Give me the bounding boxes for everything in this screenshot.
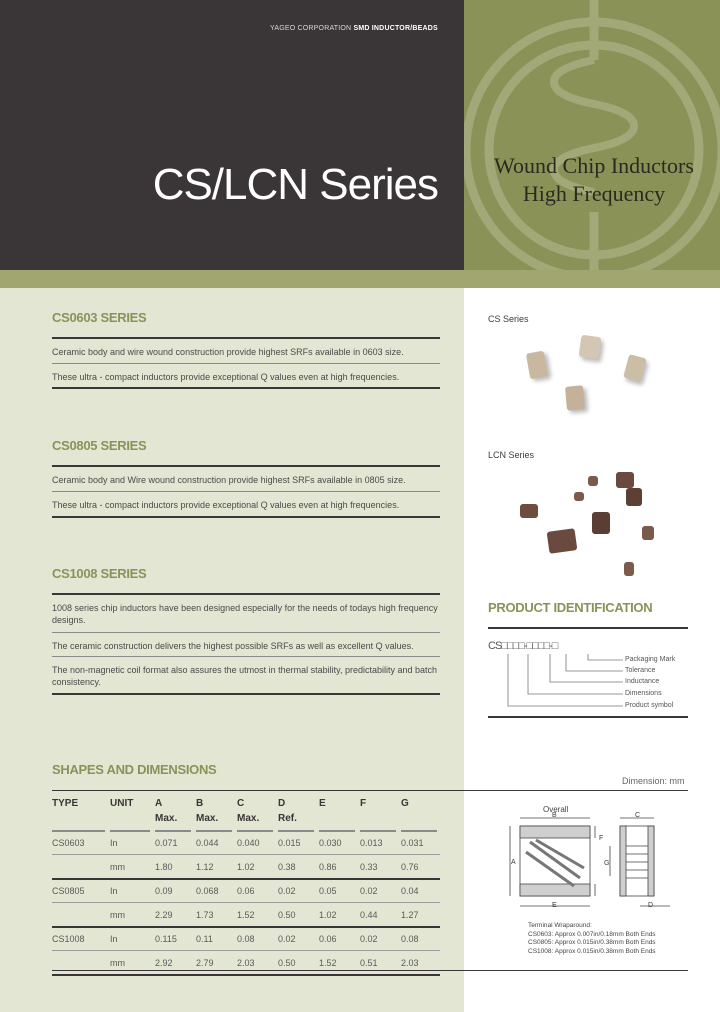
table-cell: 1.12 [196, 862, 214, 872]
dim-letter-c: C [635, 812, 641, 819]
table-row-divider [52, 950, 440, 951]
product-id-title: PRODUCT IDENTIFICATION [488, 600, 653, 615]
subtitle-line-2: High Frequency [522, 181, 666, 206]
table-header: E [319, 798, 326, 809]
table-cell: 0.02 [278, 886, 296, 896]
pid-label-dimensions: Dimensions [625, 690, 662, 697]
divider [52, 656, 440, 657]
table-header: UNIT [110, 798, 134, 809]
table-cell: 0.030 [319, 838, 342, 848]
dimension-diagram [500, 812, 690, 922]
table-header-underline [401, 830, 437, 832]
note-line: CS0603: Approx 0.007in/0.18mm Both Ends [528, 930, 656, 938]
note-line: CS0805: Approx 0.015in/0.38mm Both Ends [528, 939, 656, 946]
table-header: A [155, 798, 163, 809]
pid-label-product-symbol: Product symbol [625, 702, 674, 709]
pid-label-tolerance: Tolerance [625, 667, 656, 674]
table-header: D [278, 798, 286, 809]
shapes-dimensions-title: SHAPES AND DIMENSIONS [52, 762, 217, 777]
product-code: CS□□□□-□□□□-□ [488, 640, 558, 652]
table-cell: 0.09 [155, 886, 173, 896]
table-header: TYPE [52, 798, 79, 809]
table-header-underline [319, 830, 355, 832]
table-header-sub: Max. [237, 813, 260, 824]
subtitle-line-1: Wound Chip Inductors [494, 153, 694, 178]
divider [52, 387, 440, 389]
table-cell: 2.79 [196, 958, 214, 968]
divider [52, 593, 440, 595]
note-line: CS1008: Approx 0.015in/0.38mm Both Ends [528, 947, 656, 955]
table-row-divider [52, 902, 440, 903]
table-cell: 0.040 [237, 838, 260, 848]
table-cell: 2.03 [237, 958, 255, 968]
table-cell: 0.86 [319, 862, 337, 872]
dim-letter-b: B [552, 812, 557, 819]
dim-letter-d: D [648, 902, 654, 909]
section-title-cs0805: CS0805 SERIES [52, 438, 147, 453]
dimension-unit-note: Dimension: mm [622, 776, 685, 786]
dim-letter-f: F [599, 835, 604, 842]
divider [52, 970, 688, 971]
page-title: CS/LCN Series [152, 160, 438, 209]
table-cell: 1.52 [319, 958, 337, 968]
cs-series-caption: CS Series [488, 314, 529, 324]
table-header-sub: Max. [155, 813, 178, 824]
table-header-sub: Ref. [278, 813, 297, 824]
table-cell: 0.013 [360, 838, 383, 848]
table-cell: 0.76 [401, 862, 419, 872]
divider [488, 716, 688, 718]
table-cell: In [110, 934, 118, 944]
table-cell: 0.02 [360, 934, 378, 944]
table-header-underline [155, 830, 191, 832]
divider [52, 465, 440, 467]
table-cell: In [110, 886, 118, 896]
table-cell: 0.04 [401, 886, 419, 896]
divider [52, 693, 440, 695]
divider [52, 790, 688, 791]
table-cell: 0.51 [360, 958, 378, 968]
table-header-underline [110, 830, 150, 832]
section-title-cs1008: CS1008 SERIES [52, 566, 147, 581]
section-item: The ceramic construction delivers the highest possible SRFs as well as excellent Q values. [52, 641, 414, 651]
table-cell: 0.08 [401, 934, 419, 944]
table-cell: CS0805 [52, 886, 85, 896]
table-header: F [360, 798, 367, 809]
table-cell: 0.015 [278, 838, 301, 848]
table-cell: 0.11 [196, 934, 213, 944]
section-item: Ceramic body and wire wound construction provide highest SRFs available in 0603 size. [52, 347, 404, 357]
terminal-wraparound-notes [528, 922, 656, 956]
table-cell: 0.06 [319, 934, 337, 944]
table-cell: 0.06 [237, 886, 255, 896]
table-cell: 0.02 [278, 934, 296, 944]
diagram-overall-label: Overall [543, 805, 569, 814]
divider [52, 632, 440, 633]
company-name: YAGEO CORPORATION [270, 25, 352, 32]
table-cell: 0.38 [278, 862, 296, 872]
table-cell: 2.29 [155, 910, 173, 920]
table-cell: 1.27 [401, 910, 419, 920]
section-item: These ultra - compact inductors provide exceptional Q values even at high frequencies. [52, 372, 400, 382]
table-cell: In [110, 838, 118, 848]
cs-series-photo [488, 330, 688, 440]
header-topline [270, 25, 438, 32]
table-cell: 1.80 [155, 862, 173, 872]
table-header: C [237, 798, 245, 809]
table-cell: CS0603 [52, 838, 85, 848]
table-cell: 0.08 [237, 934, 255, 944]
table-row-divider [52, 854, 440, 855]
lcn-series-photo [488, 468, 688, 588]
pid-label-inductance: Inductance [625, 678, 660, 685]
table-cell: 0.044 [196, 838, 219, 848]
coil-logo [464, 0, 720, 270]
section-title-cs0603: CS0603 SERIES [52, 310, 147, 325]
table-cell: 2.92 [155, 958, 173, 968]
table-cell: 0.44 [360, 910, 378, 920]
table-cell: 0.068 [196, 886, 219, 896]
table-cell: 0.115 [155, 934, 177, 944]
header-dark-panel [0, 0, 464, 270]
section-item: 1008 series chip inductors have been designed especially for the needs of todays high frequency designs. [52, 603, 438, 625]
header-band [0, 270, 720, 288]
table-cell: 1.52 [237, 910, 255, 920]
dim-letter-a: A [511, 859, 516, 866]
dim-letter-g: G [604, 860, 610, 867]
table-cell: 0.05 [319, 886, 337, 896]
table-cell: 0.02 [360, 886, 378, 896]
divider [52, 337, 440, 339]
table-cell: 0.50 [278, 910, 296, 920]
header-green-panel [464, 0, 720, 270]
table-header-underline [237, 830, 273, 832]
table-cell: 0.071 [155, 838, 178, 848]
table-header-underline [196, 830, 232, 832]
table-row-divider [52, 926, 440, 928]
table-cell: 2.03 [401, 958, 419, 968]
divider [52, 491, 440, 492]
table-header-underline [52, 830, 105, 832]
divider [52, 363, 440, 364]
page-subtitle [484, 152, 704, 208]
dim-letter-e: E [552, 902, 557, 909]
table-cell: 0.50 [278, 958, 296, 968]
table-cell: 1.02 [237, 862, 255, 872]
category-label: SMD INDUCTOR/BEADS [353, 25, 438, 32]
dimensions-table [52, 796, 452, 976]
divider [488, 627, 688, 629]
divider [52, 516, 440, 518]
table-row-divider [52, 974, 440, 976]
table-header-underline [278, 830, 314, 832]
section-item: Ceramic body and Wire wound construction provide highest SRFs available in 0805 size. [52, 475, 406, 485]
table-cell: mm [110, 958, 125, 968]
lcn-series-caption: LCN Series [488, 450, 535, 460]
table-cell: 1.73 [196, 910, 214, 920]
table-cell: 1.02 [319, 910, 337, 920]
section-item: These ultra - compact inductors provide exceptional Q values even at high frequencies. [52, 500, 400, 510]
table-header: G [401, 798, 409, 809]
table-cell: mm [110, 862, 125, 872]
table-header-underline [360, 830, 396, 832]
table-cell: 0.33 [360, 862, 378, 872]
note-title: Terminal Wraparound: [528, 922, 592, 929]
section-item: The non-magnetic coil format also assures the utmost in thermal stability, predictability and batch consistency. [52, 665, 438, 687]
table-cell: mm [110, 910, 125, 920]
pid-label-packaging: Packaging Mark [625, 656, 676, 663]
table-header: B [196, 798, 204, 809]
table-row-divider [52, 878, 440, 880]
table-cell: 0.031 [401, 838, 424, 848]
table-header-sub: Max. [196, 813, 219, 824]
table-cell: CS1008 [52, 934, 85, 944]
